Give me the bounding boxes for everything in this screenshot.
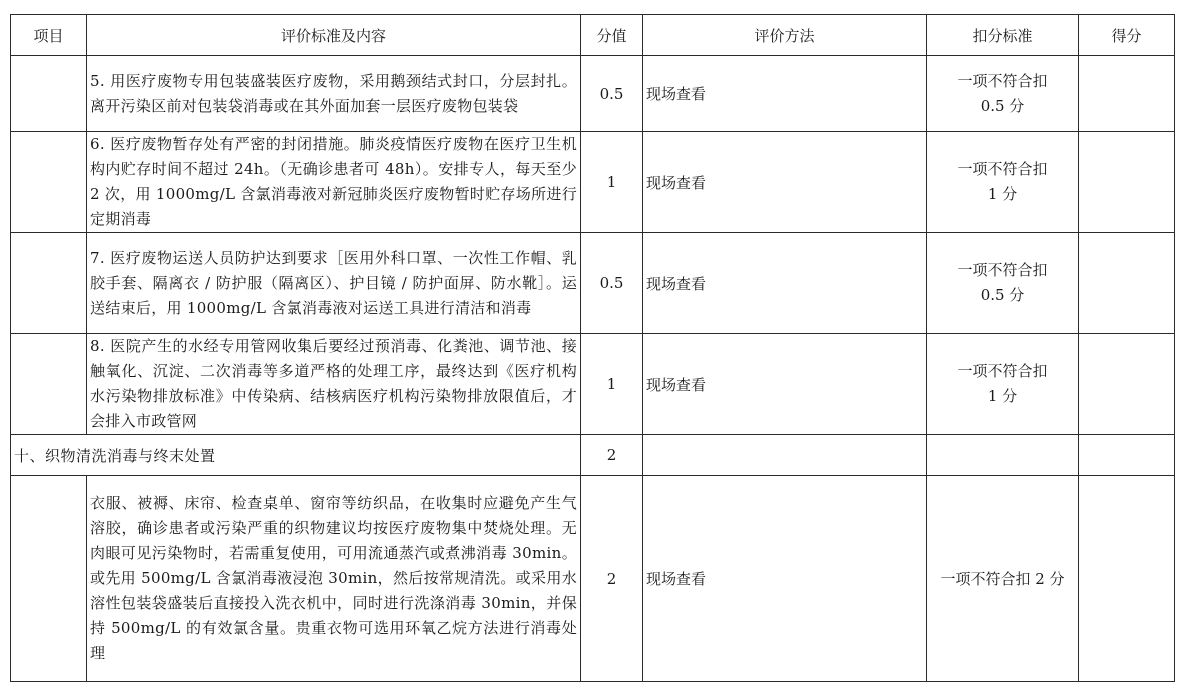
table-row	[11, 132, 1175, 233]
item-cell	[11, 233, 87, 334]
method-cell: 现场查看	[643, 56, 927, 132]
criteria-cell: 7. 医疗废物运送人员防护达到要求［医用外科口罩、一次性工作帽、乳胶手套、隔离衣 / 防护服（隔离区）、护目镜 / 防护面屏、防水靴］。运送结束后，用 1000mg/L 含氯消毒液对运送工具进行清洁和消毒	[87, 233, 581, 334]
table-row	[11, 233, 1175, 334]
header-score: 分值	[581, 15, 643, 56]
deduction-cell	[927, 334, 1079, 435]
criteria-cell: 6. 医疗废物暂存处有严密的封闭措施。肺炎疫情医疗废物在医疗卫生机构内贮存时间不超过 24h。（无确诊患者可 48h）。安排专人，每天至少 2 次，用 1000mg/L 含氯消毒液对新冠肺炎医疗废物暂时贮存场所进行定期消毒	[87, 132, 581, 233]
deduction-points: 1 分	[987, 387, 1018, 405]
criteria-cell: 衣服、被褥、床帘、检查桌单、窗帘等纺织品，在收集时应避免产生气溶胶，确诊患者或污染严重的织物建议均按医疗废物集中焚烧处理。无肉眼可见污染物时，若需重复使用，可用流通蒸汽或煮沸消毒 30min。或先用 500mg/L 含氯消毒液浸泡 30min，然后按常规清洗。或采用水溶性包装袋盛装后直接投入洗衣机中，同时进行洗涤消毒 30min，并保持 500mg/L 的有效氯含量。贵重衣物可选用环氧乙烷方法进行消毒处理	[87, 476, 581, 682]
score-cell: 1	[581, 132, 643, 233]
deduction-text: 一项不符合扣	[957, 362, 1048, 380]
score-cell: 0.5	[581, 233, 643, 334]
method-cell: 现场查看	[643, 476, 927, 682]
deduction-points: 1 分	[987, 185, 1018, 203]
header-criteria: 评价标准及内容	[87, 15, 581, 56]
score-cell: 0.5	[581, 56, 643, 132]
deduction-cell	[927, 233, 1079, 334]
deduction-points: 0.5 分	[980, 96, 1025, 115]
header-deduction: 扣分标准	[927, 15, 1079, 56]
obtained-cell[interactable]	[1079, 233, 1175, 334]
method-cell: 现场查看	[643, 334, 927, 435]
table-row	[11, 334, 1175, 435]
obtained-cell[interactable]	[1079, 56, 1175, 132]
section-obtained-cell[interactable]	[1079, 435, 1175, 476]
score-cell: 1	[581, 334, 643, 435]
item-cell	[11, 334, 87, 435]
method-cell: 现场查看	[643, 132, 927, 233]
section-row	[11, 435, 1175, 476]
header-method: 评价方法	[643, 15, 927, 56]
deduction-cell	[927, 56, 1079, 132]
criteria-cell: 5. 用医疗废物专用包装盛装医疗废物，采用鹅颈结式封口，分层封扎。离开污染区前对包装袋消毒或在其外面加套一层医疗废物包装袋	[87, 56, 581, 132]
section-score: 2	[581, 435, 643, 476]
item-cell	[11, 56, 87, 132]
criteria-cell: 8. 医院产生的水经专用管网收集后要经过预消毒、化粪池、调节池、接触氧化、沉淀、二次消毒等多道严格的处理工序，最终达到《医疗机构水污染物排放标准》中传染病、结核病医疗机构污染物排放限值后，才会排入市政管网	[87, 334, 581, 435]
deduction-text: 一项不符合扣	[957, 160, 1048, 178]
section-method-cell	[643, 435, 927, 476]
obtained-cell[interactable]	[1079, 334, 1175, 435]
header-item: 项目	[11, 15, 87, 56]
header-obtained: 得分	[1079, 15, 1175, 56]
table-row	[11, 476, 1175, 682]
score-cell: 2	[581, 476, 643, 682]
header-row	[11, 15, 1175, 56]
deduction-cell	[927, 132, 1079, 233]
obtained-cell[interactable]	[1079, 476, 1175, 682]
evaluation-table	[10, 14, 1175, 682]
table-row	[11, 56, 1175, 132]
deduction-cell: 一项不符合扣 2 分	[927, 476, 1079, 682]
section-deduction-cell	[927, 435, 1079, 476]
item-cell	[11, 476, 87, 682]
deduction-points: 0.5 分	[980, 286, 1025, 304]
deduction-text: 一项不符合扣	[957, 71, 1048, 90]
item-cell	[11, 132, 87, 233]
section-title: 十、织物清洗消毒与终末处置	[11, 435, 581, 476]
method-cell: 现场查看	[643, 233, 927, 334]
obtained-cell[interactable]	[1079, 132, 1175, 233]
deduction-text: 一项不符合扣	[957, 261, 1048, 279]
